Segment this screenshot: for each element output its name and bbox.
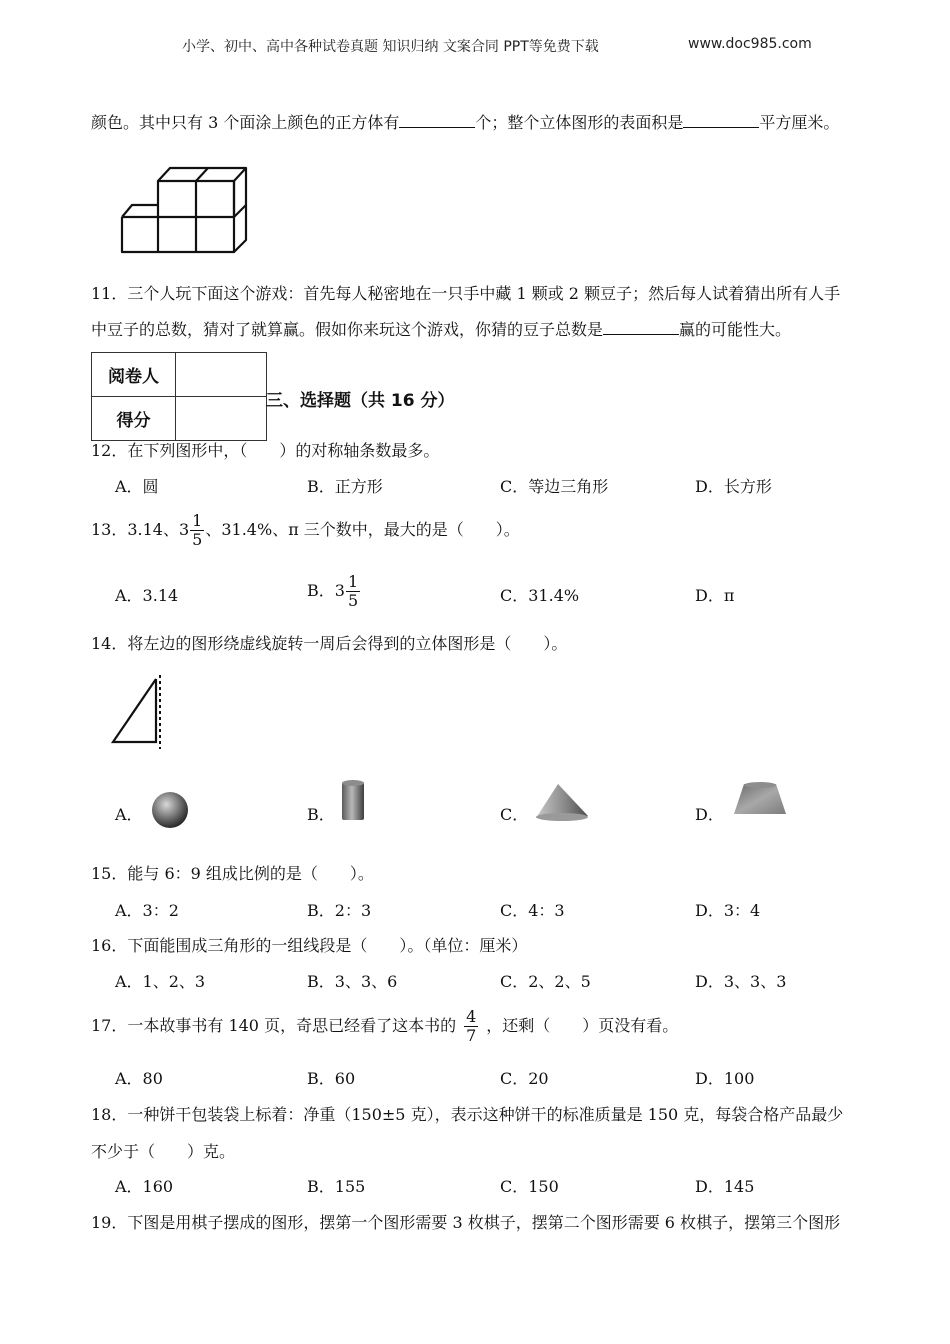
q14-option-b: B． [307, 805, 335, 824]
q12-stem: 12．在下列图形中，（ ）的对称轴条数最多。 [91, 441, 440, 460]
q15-option-a: A．3：2 [115, 901, 179, 920]
q10-text-3: 平方厘米。 [759, 113, 840, 132]
q13-stem-post: 、31.4%、π 三个数中，最大的是（ ）。 [205, 520, 520, 539]
q10-tail [91, 113, 839, 133]
q16-option-d: D．3、3、3 [695, 972, 787, 991]
frustum-icon [730, 780, 790, 820]
grader-score-cell [176, 397, 267, 441]
q12-option-c: C．等边三角形 [500, 477, 609, 496]
q18-option-d: D．145 [695, 1177, 755, 1196]
q13-stem [91, 512, 520, 549]
q17-stem [91, 1008, 678, 1045]
q14-option-a: A． [115, 805, 143, 824]
q11-line2 [91, 320, 791, 340]
q17-stem-pre: 17．一本故事书有 140 页，奇思已经看了这本书的 [91, 1016, 457, 1035]
q15-stem: 15．能与 6：9 组成比例的是（ ）。 [91, 864, 374, 883]
q15-option-d: D．3：4 [695, 901, 761, 920]
q11-line2-text: 中豆子的总数，猜对了就算赢。假如你来玩这个游戏，你猜的豆子总数是 [91, 320, 604, 339]
q16-stem: 16．下面能围成三角形的一组线段是（ ）。（单位：厘米） [91, 936, 528, 955]
q15-option-b: B．2：3 [307, 901, 372, 920]
q10-text-1: 颜色。其中只有 3 个面涂上颜色的正方体有 [91, 113, 400, 132]
q18-option-a: A．160 [115, 1177, 174, 1196]
q17-fraction-num: 4 [466, 1007, 477, 1026]
q16-option-a: A．1、2、3 [115, 972, 206, 991]
q15-option-c: C．4：3 [500, 901, 565, 920]
q17-option-b: B．60 [307, 1069, 356, 1088]
q12-option-d: D．长方形 [695, 477, 772, 496]
q17-option-d: D．100 [695, 1069, 755, 1088]
q13-option-b-num: 1 [347, 572, 359, 591]
q13-stem-pre: 13．3.14、3 [91, 520, 190, 539]
q13-fraction-den: 5 [192, 530, 203, 549]
q12-option-a: A．圆 [115, 477, 159, 496]
q13-option-c: C．31.4% [500, 586, 580, 605]
q14-option-d: D． [695, 805, 724, 824]
q18-line1: 18．一种饼干包装袋上标着：净重（150±5 克），表示这种饼干的标准质量是 150 克，每袋合格产品最少 [91, 1105, 844, 1124]
q13-option-b-den: 5 [347, 591, 359, 610]
q19-line1: 19．下图是用棋子摆成的图形，摆第一个图形需要 3 枚棋子，摆第二个图形需要 6 枚棋子，摆第三个图形 [91, 1213, 841, 1232]
grader-score-label: 得分 [92, 397, 176, 441]
q12-option-b: B．正方形 [307, 477, 383, 496]
q18-line2: 不少于（ ）克。 [91, 1142, 236, 1161]
q18-option-c: C．150 [500, 1177, 559, 1196]
sphere-icon [150, 790, 192, 830]
q11-line1: 11．三个人玩下面这个游戏：首先每人秘密地在一只手中藏 1 颗或 2 颗豆子；然后每人试着猜出所有人手 [91, 284, 841, 303]
q10-blank-1 [399, 113, 475, 128]
q13-option-b-fraction [346, 573, 360, 610]
cone-icon [530, 780, 592, 824]
q18-option-b: B．155 [307, 1177, 366, 1196]
q11-line2-end: 赢的可能性大。 [679, 320, 792, 339]
q13-option-a: A．3.14 [115, 586, 179, 605]
triangle-figure [108, 673, 168, 751]
q14-stem: 14．将左边的图形绕虚线旋转一周后会得到的立体图形是（ ）。 [91, 634, 568, 653]
q17-fraction [464, 1008, 478, 1045]
q10-blank-2 [683, 113, 759, 128]
q13-option-b [307, 573, 361, 610]
q13-option-b-pre: B．3 [307, 581, 345, 600]
header-text: 小学、初中、高中各种试卷真题 知识归纳 文案合同 PPT等免费下载 [182, 39, 599, 55]
q17-fraction-den: 7 [466, 1026, 477, 1045]
q13-fraction-num: 1 [192, 511, 203, 530]
q13-option-d: D．π [695, 586, 735, 605]
cube-figure [118, 160, 248, 256]
grader-reviewer-label: 阅卷人 [92, 353, 176, 397]
cylinder-icon [338, 778, 368, 824]
q10-text-2: 个；整个立体图形的表面积是 [475, 113, 684, 132]
q16-option-b: B．3、3、6 [307, 972, 398, 991]
grader-reviewer-cell [176, 353, 267, 397]
q11-blank [603, 320, 679, 335]
header-site: www.doc985.com [688, 36, 812, 52]
grader-table [91, 352, 267, 441]
section-title: 三、选择题（共 16 分） [266, 391, 455, 411]
q17-stem-post: ，还剩（ ）页没有看。 [486, 1016, 679, 1035]
q17-option-c: C．20 [500, 1069, 549, 1088]
q13-fraction [190, 512, 204, 549]
q16-option-c: C．2、2、5 [500, 972, 591, 991]
q17-option-a: A．80 [115, 1069, 163, 1088]
q14-option-c: C． [500, 805, 529, 824]
